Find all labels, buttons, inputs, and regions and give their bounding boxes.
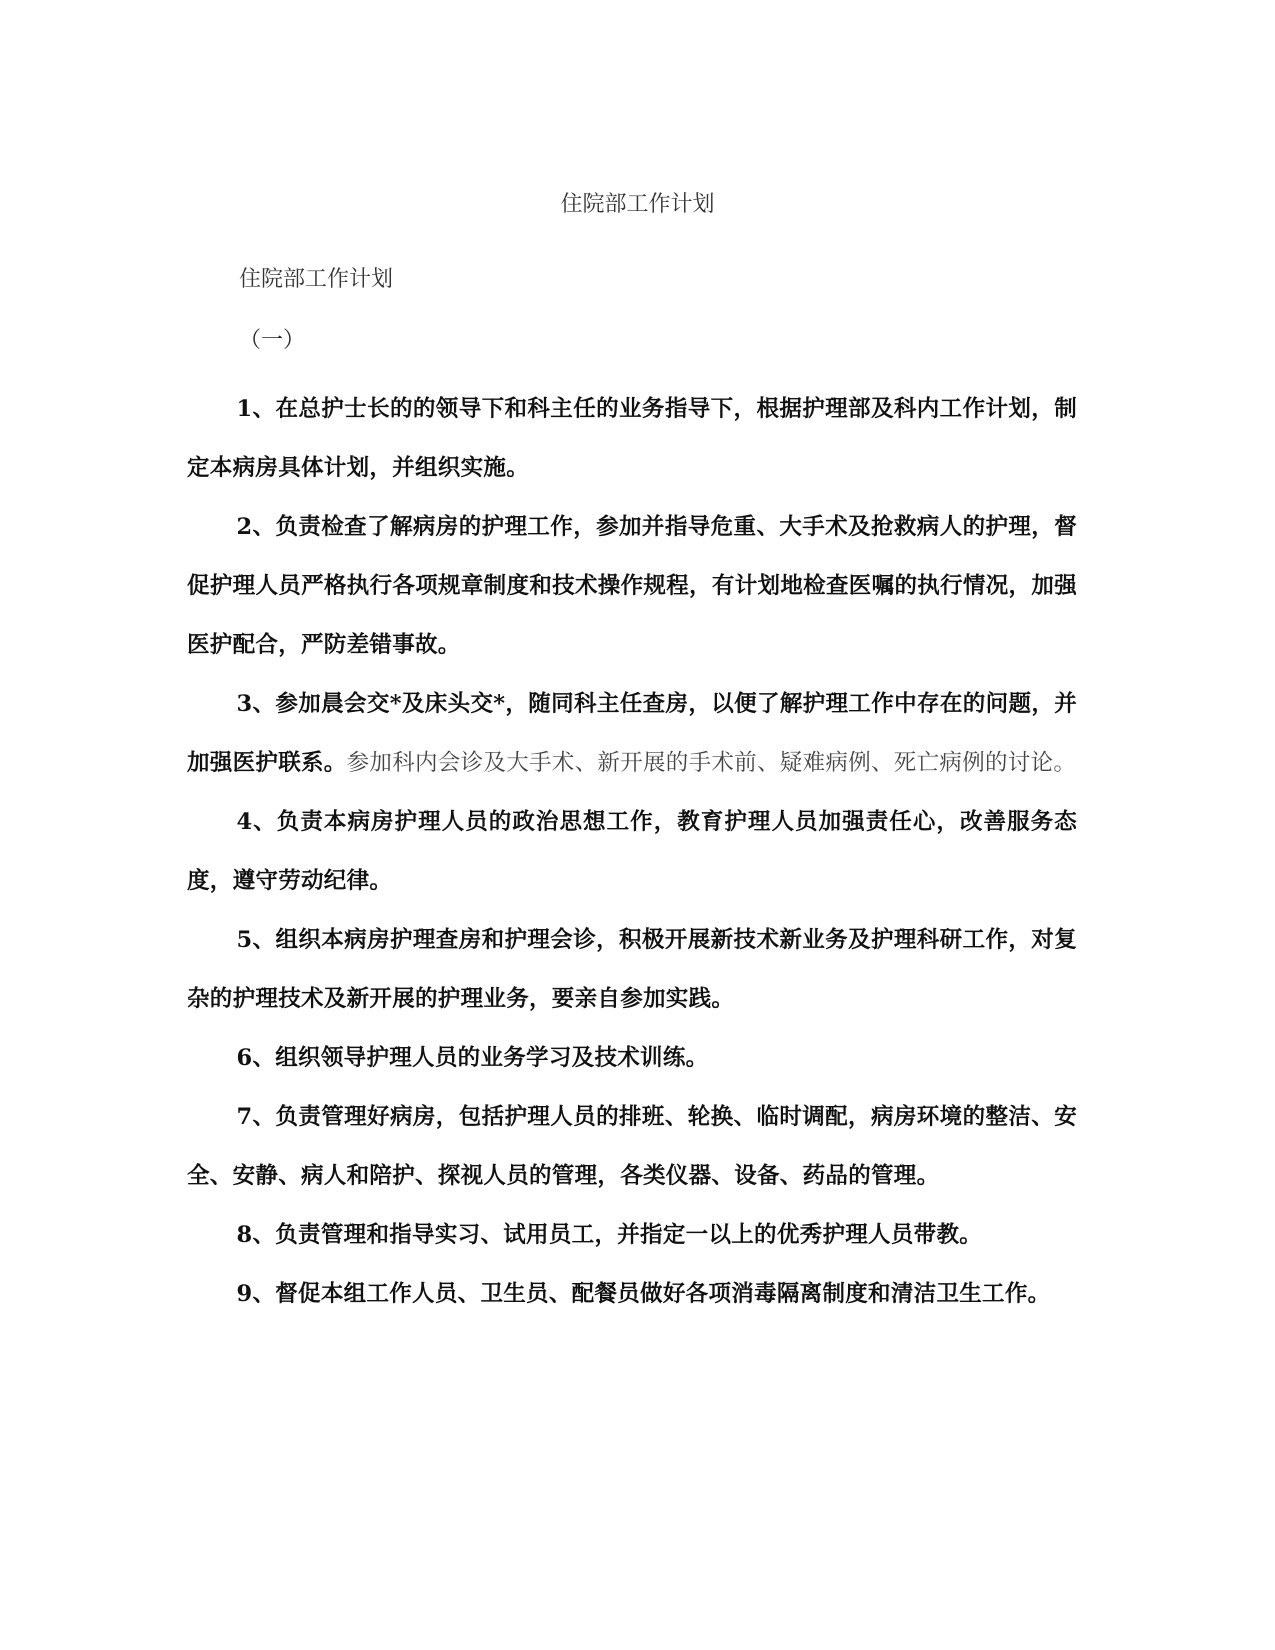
- paragraph-text: 8、负责管理和指导实习、试用员工，并指定一以上的优秀护理人员带教。: [236, 1222, 983, 1248]
- paragraph-6: [187, 1029, 1077, 1088]
- paragraph-text: 7、负责管理好病房，包括护理人员的排班、轮换、临时调配，病房环境的整洁、安全、安静、病人和陪护、探视人员的管理，各类仪器、设备、药品的管理。: [187, 1104, 1077, 1189]
- paragraph-text: 1、在总护士长的的领导下和科主任的业务指导下，根据护理部及科内工作计划，制定本病房具体计划，并组织实施。: [187, 396, 1077, 481]
- paragraph-text: 2、负责检查了解病房的护理工作，参加并指导危重、大手术及抢救病人的护理，督促护理人员严格执行各项规章制度和技术操作规程，有计划地检查医嘱的执行情况，加强医护配合，严防差错事故。: [187, 514, 1077, 658]
- paragraph-text: 9、督促本组工作人员、卫生员、配餐员做好各项消毒隔离制度和清洁卫生工作。: [236, 1281, 1051, 1307]
- paragraph-1: [187, 380, 1077, 498]
- paragraph-text-normal: 参加科内会诊及大手术、新开展的手术前、疑难病例、死亡病例的讨论。: [346, 750, 1077, 776]
- paragraph-3: [187, 675, 1077, 793]
- paragraph-text: 4、负责本病房护理人员的政治思想工作，教育护理人员加强责任心，改善服务态度，遵守劳动纪律。: [187, 809, 1077, 894]
- paragraph-9: [187, 1265, 1077, 1324]
- paragraph-text: 5、组织本病房护理查房和护理会诊，积极开展新技术新业务及护理科研工作，对复杂的护理技术及新开展的护理业务，要亲自参加实践。: [187, 927, 1077, 1012]
- paragraph-7: [187, 1088, 1077, 1206]
- document-title: 住院部工作计划: [560, 192, 715, 217]
- paragraph-8: [187, 1206, 1077, 1265]
- paragraph-text: 6、组织领导护理人员的业务学习及技术训练。: [236, 1045, 709, 1071]
- paragraph-4: [187, 793, 1077, 911]
- section-marker: （一）: [239, 328, 306, 353]
- document-body: [187, 380, 1077, 1324]
- paragraph-5: [187, 911, 1077, 1029]
- document-subtitle: 住院部工作计划: [239, 267, 394, 292]
- paragraph-2: [187, 498, 1077, 675]
- paragraph-text: 3、参加晨会交*及床头交*，随同科主任查房，以便了解护理工作中存在的问题，并加强医护联系。: [187, 691, 1077, 776]
